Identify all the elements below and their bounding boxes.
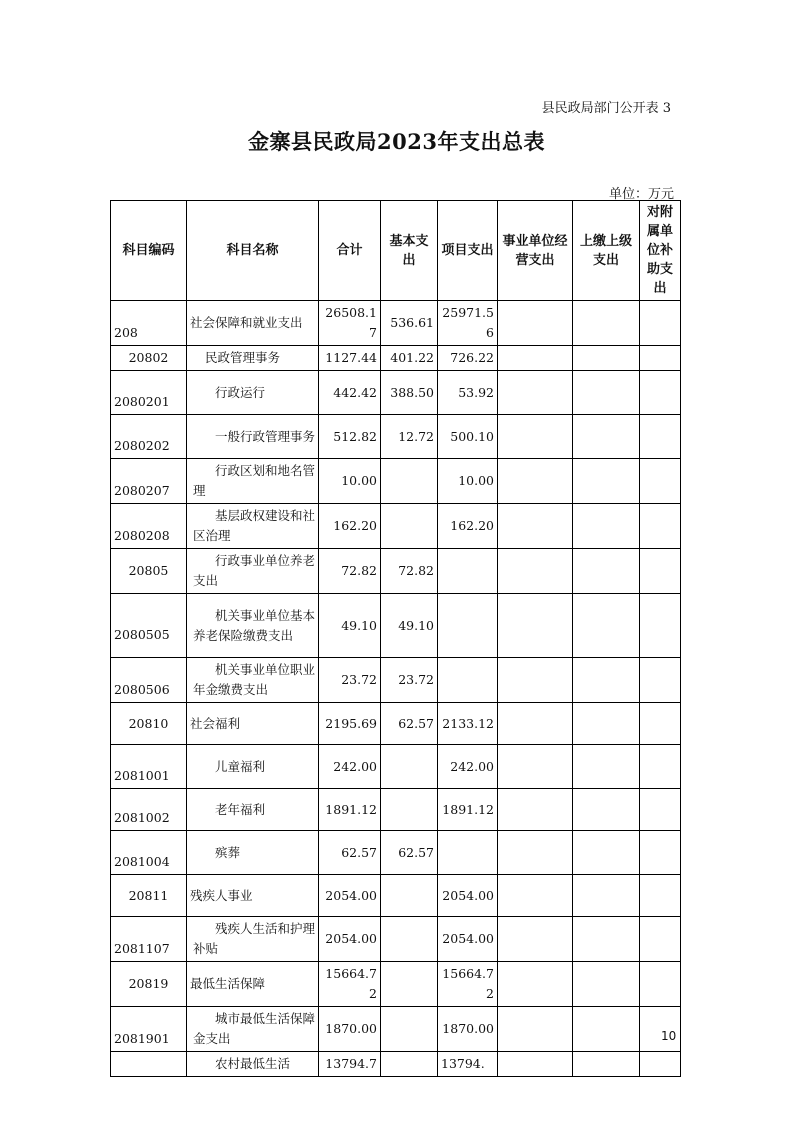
cell-project (438, 594, 498, 658)
expenditure-table (110, 200, 681, 1077)
table-row (111, 301, 681, 346)
table-row (111, 658, 681, 703)
cell-basic (381, 504, 438, 549)
cell-project: 242.00 (438, 745, 498, 789)
cell-subsidiary (640, 917, 681, 962)
cell-total: 1870.00 (319, 1007, 381, 1052)
cell-code: 2081107 (111, 917, 187, 962)
cell-name: 社会福利 (187, 703, 319, 745)
table-row (111, 415, 681, 459)
cell-code: 2080208 (111, 504, 187, 549)
table-row (111, 917, 681, 962)
cell-total: 2054.00 (319, 917, 381, 962)
cell-subsidiary (640, 745, 681, 789)
cell-subsidiary (640, 962, 681, 1007)
header-total: 合计 (319, 201, 381, 301)
unit-label: 单位：万元 (608, 187, 674, 202)
cell-name: 儿童福利 (187, 745, 319, 789)
cell-business (498, 831, 573, 875)
cell-business (498, 549, 573, 594)
cell-name: 行政事业单位养老支出 (187, 549, 319, 594)
cell-code: 20819 (111, 962, 187, 1007)
cell-total: 162.20 (319, 504, 381, 549)
cell-subsidiary (640, 703, 681, 745)
cell-total: 23.72 (319, 658, 381, 703)
table-row (111, 962, 681, 1007)
cell-upper (573, 415, 640, 459)
table-row (111, 831, 681, 875)
cell-basic (381, 875, 438, 917)
cell-basic (381, 962, 438, 1007)
cell-upper (573, 831, 640, 875)
cell-code: 20811 (111, 875, 187, 917)
table-row (111, 789, 681, 831)
cell-name: 农村最低生活 (187, 1052, 319, 1077)
cell-upper (573, 594, 640, 658)
table-row (111, 1007, 681, 1052)
cell-project: 2054.00 (438, 917, 498, 962)
cell-name: 机关事业单位基本养老保险缴费支出 (187, 594, 319, 658)
table-row (111, 504, 681, 549)
cell-total: 10.00 (319, 459, 381, 504)
cell-project: 10.00 (438, 459, 498, 504)
cell-code: 20810 (111, 703, 187, 745)
cell-basic (381, 1007, 438, 1052)
cell-name: 一般行政管理事务 (187, 415, 319, 459)
cell-name: 最低生活保障 (187, 962, 319, 1007)
cell-basic (381, 459, 438, 504)
cell-total: 2054.00 (319, 875, 381, 917)
table-row (111, 1052, 681, 1077)
cell-upper (573, 745, 640, 789)
cell-total: 242.00 (319, 745, 381, 789)
cell-business (498, 917, 573, 962)
cell-total: 1891.12 (319, 789, 381, 831)
cell-basic: 49.10 (381, 594, 438, 658)
cell-project (438, 549, 498, 594)
table-row (111, 703, 681, 745)
cell-upper (573, 459, 640, 504)
header-project: 项目支出 (438, 201, 498, 301)
cell-subsidiary (640, 831, 681, 875)
cell-business (498, 415, 573, 459)
cell-project: 162.20 (438, 504, 498, 549)
table-row (111, 745, 681, 789)
cell-subsidiary (640, 301, 681, 346)
cell-total: 442.42 (319, 371, 381, 415)
cell-project (438, 831, 498, 875)
cell-subsidiary (640, 504, 681, 549)
page-number: 10 (661, 1029, 677, 1043)
cell-business (498, 346, 573, 371)
cell-total: 72.82 (319, 549, 381, 594)
header-code: 科目编码 (111, 201, 187, 301)
cell-business (498, 658, 573, 703)
cell-project: 2133.12 (438, 703, 498, 745)
cell-project: 53.92 (438, 371, 498, 415)
cell-code: 2081004 (111, 831, 187, 875)
cell-code: 2081901 (111, 1007, 187, 1052)
cell-name: 残疾人事业 (187, 875, 319, 917)
cell-project: 2054.00 (438, 875, 498, 917)
cell-upper (573, 371, 640, 415)
cell-upper (573, 549, 640, 594)
cell-subsidiary (640, 875, 681, 917)
cell-name: 残疾人生活和护理补贴 (187, 917, 319, 962)
cell-code: 20802 (111, 346, 187, 371)
cell-project: 25971.56 (438, 301, 498, 346)
cell-basic: 401.22 (381, 346, 438, 371)
cell-total: 26508.17 (319, 301, 381, 346)
cell-business (498, 371, 573, 415)
cell-subsidiary (640, 789, 681, 831)
cell-name: 民政管理事务 (187, 346, 319, 371)
cell-business (498, 962, 573, 1007)
cell-basic: 388.50 (381, 371, 438, 415)
cell-code (111, 1052, 187, 1077)
cell-code: 208 (111, 301, 187, 346)
cell-upper (573, 703, 640, 745)
cell-basic: 72.82 (381, 549, 438, 594)
cell-total: 512.82 (319, 415, 381, 459)
cell-name: 老年福利 (187, 789, 319, 831)
header-basic: 基本支出 (381, 201, 438, 301)
header-subsidiary: 对附属单位补助支出 (640, 201, 681, 301)
cell-name: 城市最低生活保障金支出 (187, 1007, 319, 1052)
cell-name: 行政运行 (187, 371, 319, 415)
cell-business (498, 301, 573, 346)
cell-business (498, 594, 573, 658)
cell-name: 基层政权建设和社区治理 (187, 504, 319, 549)
table-row (111, 371, 681, 415)
cell-code: 20805 (111, 549, 187, 594)
cell-project (438, 658, 498, 703)
cell-business (498, 459, 573, 504)
cell-project: 15664.72 (438, 962, 498, 1007)
cell-basic (381, 917, 438, 962)
table-row (111, 459, 681, 504)
table-row (111, 346, 681, 371)
cell-subsidiary (640, 371, 681, 415)
cell-basic: 62.57 (381, 703, 438, 745)
cell-subsidiary (640, 1052, 681, 1077)
cell-total: 62.57 (319, 831, 381, 875)
cell-upper (573, 962, 640, 1007)
cell-subsidiary (640, 346, 681, 371)
cell-basic: 62.57 (381, 831, 438, 875)
cell-upper (573, 789, 640, 831)
cell-upper (573, 917, 640, 962)
cell-project: 1891.12 (438, 789, 498, 831)
cell-basic: 23.72 (381, 658, 438, 703)
cell-business (498, 789, 573, 831)
cell-project: 1870.00 (438, 1007, 498, 1052)
table-row (111, 594, 681, 658)
cell-total: 15664.72 (319, 962, 381, 1007)
cell-subsidiary (640, 658, 681, 703)
cell-business (498, 504, 573, 549)
cell-code: 2080505 (111, 594, 187, 658)
cell-total: 1127.44 (319, 346, 381, 371)
cell-project: 13794. (438, 1052, 498, 1077)
cell-code: 2080201 (111, 371, 187, 415)
cell-code: 2080506 (111, 658, 187, 703)
table-caption: 县民政局部门公开表 3 (541, 101, 671, 116)
cell-total: 2195.69 (319, 703, 381, 745)
cell-business (498, 1052, 573, 1077)
header-row (111, 201, 681, 301)
cell-upper (573, 1052, 640, 1077)
header-name: 科目名称 (187, 201, 319, 301)
cell-total: 13794.7 (319, 1052, 381, 1077)
cell-subsidiary (640, 459, 681, 504)
cell-upper (573, 301, 640, 346)
page-title: 金寨县民政局2023年支出总表 (248, 129, 545, 154)
cell-basic: 536.61 (381, 301, 438, 346)
cell-name: 社会保障和就业支出 (187, 301, 319, 346)
cell-business (498, 703, 573, 745)
cell-subsidiary (640, 594, 681, 658)
cell-code: 2080207 (111, 459, 187, 504)
cell-upper (573, 1007, 640, 1052)
cell-business (498, 1007, 573, 1052)
header-upper: 上缴上级支出 (573, 201, 640, 301)
table-row (111, 875, 681, 917)
cell-total: 49.10 (319, 594, 381, 658)
cell-basic (381, 789, 438, 831)
cell-upper (573, 658, 640, 703)
cell-business (498, 875, 573, 917)
cell-code: 2080202 (111, 415, 187, 459)
cell-basic (381, 745, 438, 789)
cell-subsidiary (640, 415, 681, 459)
table-row (111, 549, 681, 594)
cell-upper (573, 346, 640, 371)
cell-business (498, 745, 573, 789)
cell-name: 机关事业单位职业年金缴费支出 (187, 658, 319, 703)
cell-upper (573, 875, 640, 917)
cell-code: 2081001 (111, 745, 187, 789)
cell-name: 行政区划和地名管理 (187, 459, 319, 504)
cell-basic: 12.72 (381, 415, 438, 459)
cell-project: 726.22 (438, 346, 498, 371)
header-business: 事业单位经营支出 (498, 201, 573, 301)
cell-basic (381, 1052, 438, 1077)
cell-subsidiary (640, 549, 681, 594)
cell-project: 500.10 (438, 415, 498, 459)
cell-code: 2081002 (111, 789, 187, 831)
cell-name: 殡葬 (187, 831, 319, 875)
cell-upper (573, 504, 640, 549)
